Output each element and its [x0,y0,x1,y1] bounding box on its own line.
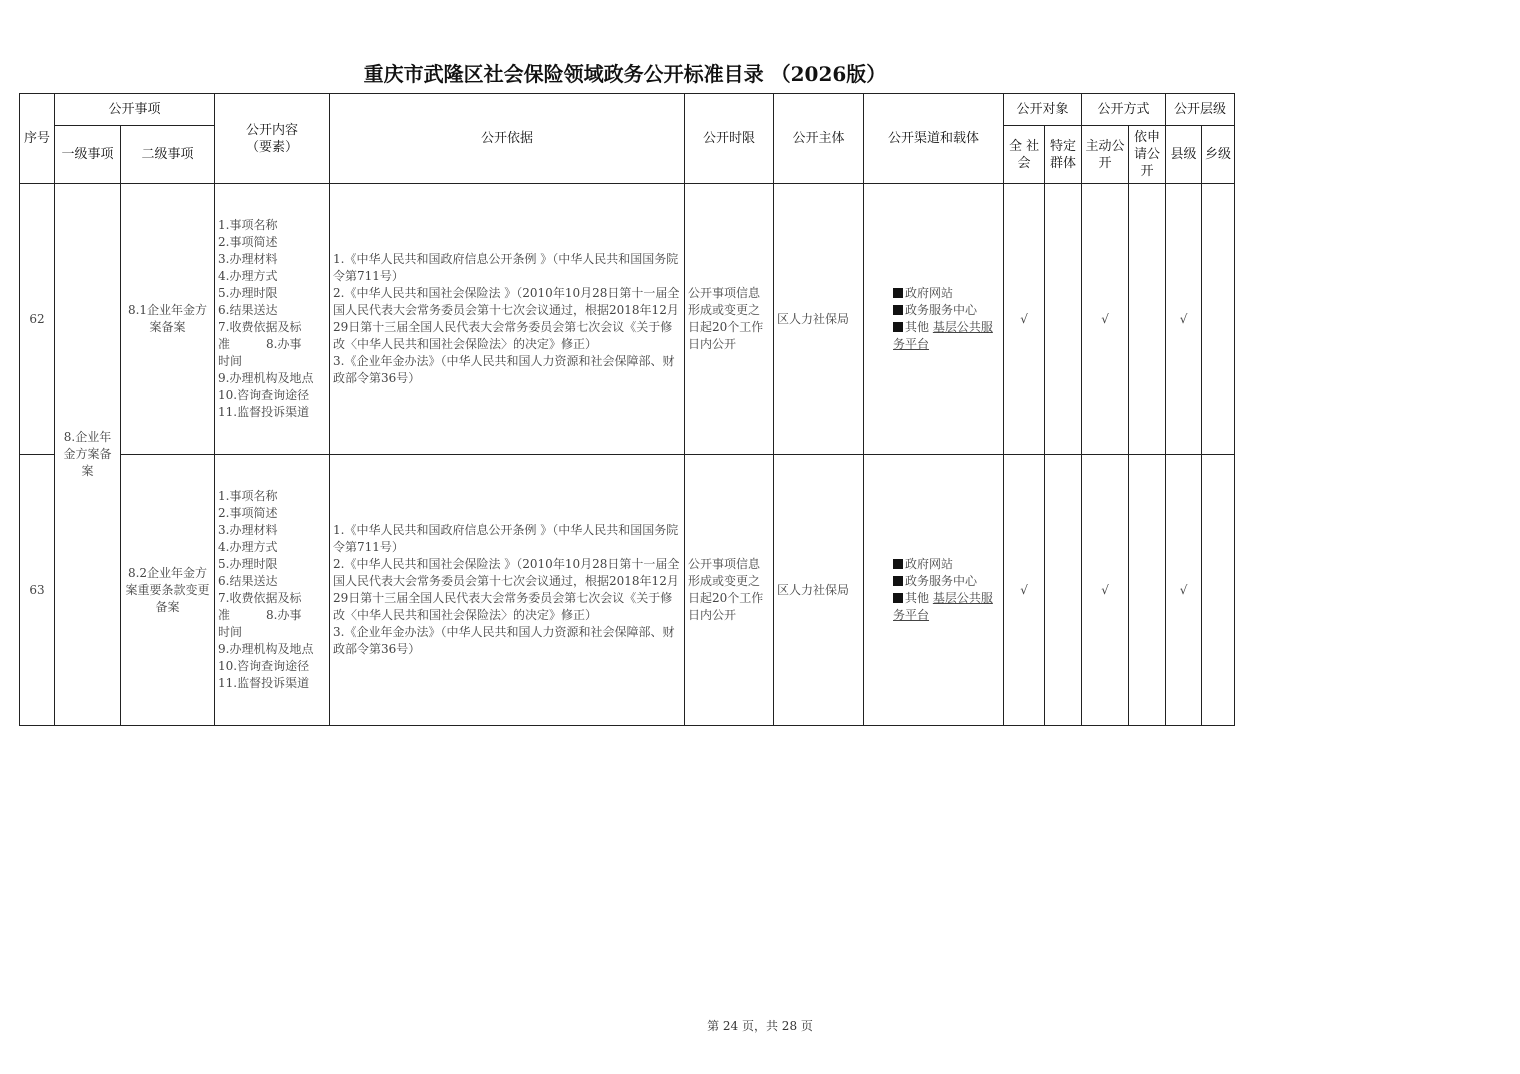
page-number: 第 24 页，共 28 页 [707,1019,813,1033]
row-object-all: √ [1004,455,1045,726]
header-level1: 一级事项 [55,126,121,184]
table-row [20,455,1235,726]
row-subject: 区人力社保局 [774,455,864,726]
row-level-county: √ [1166,455,1202,726]
row-method-active: √ [1082,455,1129,726]
row-content: 1.事项名称 2.事项简述 3.办理材料 4.办理方式 5.办理时限 6.结果送达 7.收费依据及标 准 8.办事 时间 9.办理机构及地点 10.咨询查询途径 11.监督投诉渠道 [215,184,330,455]
row-channel: 政府网站 政务服务中心 其他 基层公共服务平台 [864,455,1004,726]
header-object-all: 全 社会 [1004,126,1045,184]
row-level-county: √ [1166,184,1202,455]
header-content: 公开内容 （要素） [215,94,330,184]
table-row [20,184,1235,455]
catalog-table [19,93,1235,726]
row-time-limit: 公开事项信息形成或变更之日起20个工作日内公开 [685,184,774,455]
page-title: 重庆市武隆区社会保险领域政务公开标准目录 （2026版） [363,62,887,86]
header-method-active: 主动公开 [1082,126,1129,184]
header-method-apply: 依申请公开 [1129,126,1166,184]
header-level: 公开层级 [1166,94,1235,126]
row-seq: 62 [20,184,55,455]
header-channel: 公开渠道和载体 [864,94,1004,184]
row-object-all: √ [1004,184,1045,455]
row-method-apply [1129,455,1166,726]
row-method-apply [1129,184,1166,455]
row-method-active: √ [1082,184,1129,455]
row-seq: 63 [20,455,55,726]
row-subject: 区人力社保局 [774,184,864,455]
checkbox-icon [893,288,903,298]
row-content: 1.事项名称 2.事项简述 3.办理材料 4.办理方式 5.办理时限 6.结果送达 7.收费依据及标 准 8.办事 时间 9.办理机构及地点 10.咨询查询途径 11.监督投诉渠道 [215,455,330,726]
header-matter: 公开事项 [55,94,215,126]
row-level-town [1202,455,1235,726]
row-level2: 8.2企业年金方案重要条款变更备案 [121,455,215,726]
row-time-limit: 公开事项信息形成或变更之日起20个工作日内公开 [685,455,774,726]
header-time-limit: 公开时限 [685,94,774,184]
row-level-town [1202,184,1235,455]
row-basis: 1.《中华人民共和国政府信息公开条例 》（中华人民共和国国务院令第711号） 2.《中华人民共和国社会保险法 》（2010年10月28日第十一届全国人民代表大会常务委员会第十七次会议通过，根据2018年12月29日第十三届全国人民代表大会常务委员会第七次会议《关于修改〈中华人民共和国社会保险法〉的决定》修正） 3.《企业年金办法》（中华人民共和国人力资源和社会保障部、财政部令第36号） [330,455,685,726]
header-level-town: 乡级 [1202,126,1235,184]
row-object-group [1045,455,1082,726]
row-level1: 8.企业年金方案备案 [55,184,121,726]
header-method: 公开方式 [1082,94,1166,126]
header-level2: 二级事项 [121,126,215,184]
header-basis: 公开依据 [330,94,685,184]
checkbox-icon [893,305,903,315]
header-seq: 序号 [20,94,55,184]
row-channel: 政府网站 政务服务中心 其他 基层公共服务平台 [864,184,1004,455]
header-level-county: 县级 [1166,126,1202,184]
header-subject: 公开主体 [774,94,864,184]
row-level2: 8.1企业年金方案备案 [121,184,215,455]
row-object-group [1045,184,1082,455]
row-basis: 1.《中华人民共和国政府信息公开条例 》（中华人民共和国国务院令第711号） 2.《中华人民共和国社会保险法 》（2010年10月28日第十一届全国人民代表大会常务委员会第十七次会议通过，根据2018年12月29日第十三届全国人民代表大会常务委员会第七次会议《关于修改〈中华人民共和国社会保险法〉的决定》修正） 3.《企业年金办法》（中华人民共和国人力资源和社会保障部、财政部令第36号） [330,184,685,455]
checkbox-icon [893,576,903,586]
header-object-group: 特定群体 [1045,126,1082,184]
checkbox-icon [893,322,903,332]
checkbox-icon [893,559,903,569]
header-object: 公开对象 [1004,94,1082,126]
checkbox-icon [893,593,903,603]
